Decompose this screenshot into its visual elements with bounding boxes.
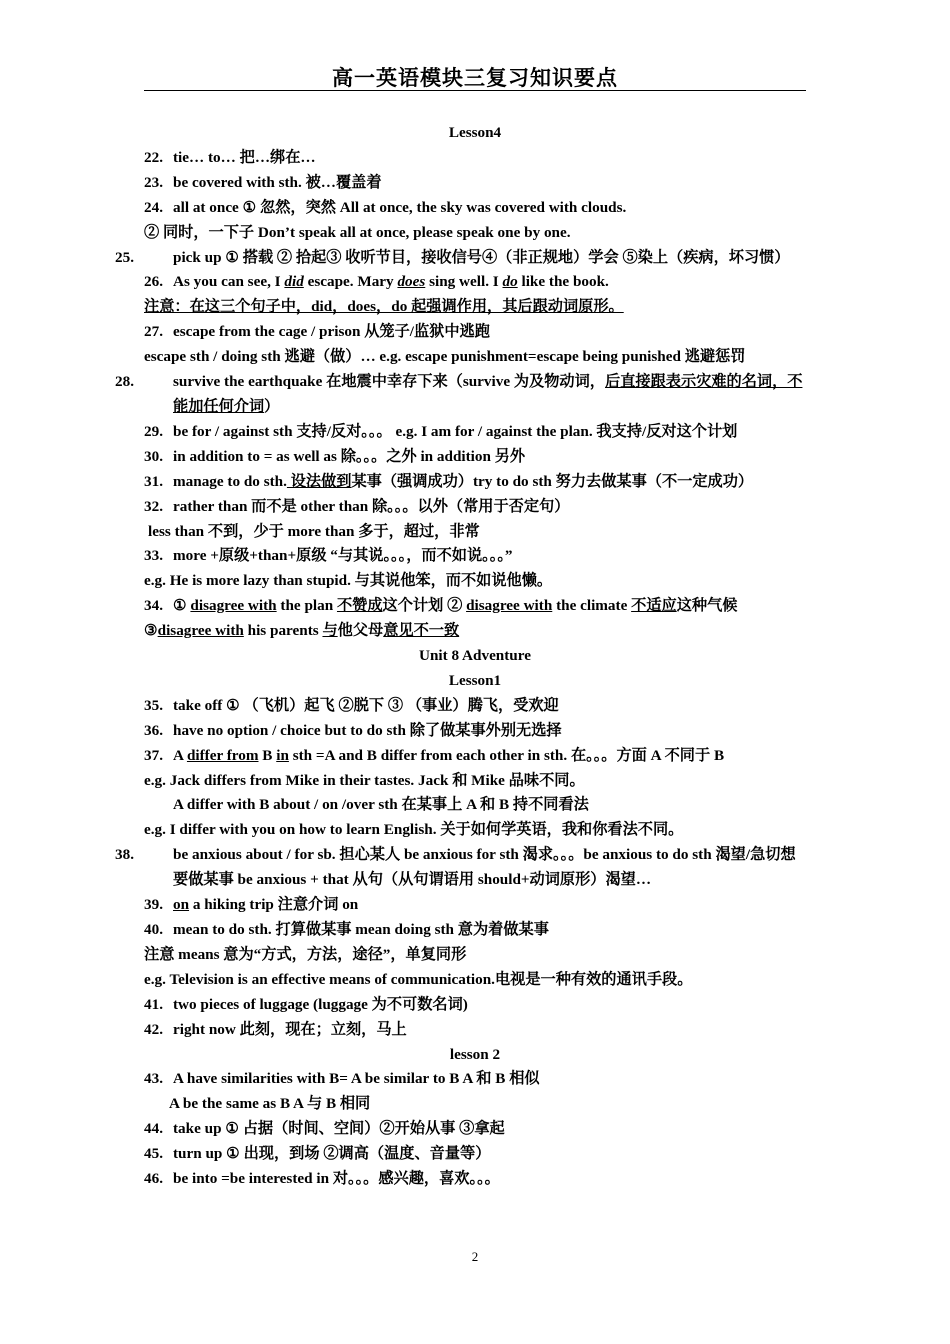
item-text: two pieces of luggage (luggage 为不可数名词) bbox=[173, 995, 468, 1013]
item-24 bbox=[144, 196, 806, 221]
underlined-text: in bbox=[276, 746, 289, 764]
item-text: mean to do sth. 打算做某事 mean doing sth 意为着做某事 bbox=[173, 921, 549, 938]
item-34 bbox=[144, 594, 806, 619]
item-text: ③ bbox=[144, 622, 158, 640]
item-number: 36. bbox=[144, 721, 163, 739]
underlined-text: 设法做到 bbox=[286, 472, 352, 490]
item-number: 35. bbox=[144, 696, 163, 714]
item-text: pick up ① 搭载 ② 拾起③ 收听节目，接收信号④（非正规地）学会 ⑤染上（疾病，坏习惯） bbox=[173, 248, 790, 266]
item-number: 31. bbox=[144, 472, 163, 490]
item-33 bbox=[144, 544, 806, 569]
item-number: 44. bbox=[144, 1120, 163, 1138]
item-text: B bbox=[258, 746, 277, 764]
item-22 bbox=[144, 146, 806, 171]
item-number: 22. bbox=[144, 148, 163, 166]
item-text: rather than 而不是 other than 除。。。以外（常用于否定句） bbox=[173, 497, 570, 515]
underlined-text: 与 bbox=[322, 622, 338, 640]
item-37-example-2: e.g. I differ with you on how to learn English. 关于如何学英语，我和你看法不同。 bbox=[144, 821, 684, 839]
item-36 bbox=[144, 719, 806, 744]
item-37-example: e.g. Jack differs from Mike in their tastes. Jack 和 Mike 品味不同。 bbox=[144, 771, 585, 789]
page-title: 高一英语模块三复习知识要点 bbox=[144, 60, 806, 91]
item-text: survive the earthquake 在地震中幸存下来（survive 为及物动词， bbox=[173, 373, 605, 391]
item-text: in addition to = as well as 除。。。之外 in addition 另外 bbox=[173, 447, 526, 465]
item-text: be for / against sth 支持/反对。。。 e.g. I am for / against the plan. 我支持/反对这个计划 bbox=[173, 422, 738, 440]
item-37 bbox=[144, 744, 806, 769]
item-23 bbox=[144, 171, 806, 196]
underlined-text: disagree with bbox=[190, 597, 277, 615]
unit-heading: Unit 8 Adventure bbox=[419, 647, 531, 665]
item-38 bbox=[115, 843, 806, 893]
item-number: 37. bbox=[144, 746, 163, 764]
item-45 bbox=[144, 1142, 806, 1167]
item-text: 这种气候 bbox=[676, 597, 738, 615]
item-number: 28. bbox=[115, 373, 134, 391]
item-text: the plan bbox=[276, 597, 337, 615]
item-number: 30. bbox=[144, 447, 163, 465]
item-text: 某事（强调成功）try to do sth 努力去做某事（不一定成功） bbox=[351, 472, 754, 490]
item-31 bbox=[144, 470, 806, 495]
item-29 bbox=[144, 420, 806, 445]
item-number: 42. bbox=[144, 1020, 163, 1038]
item-text: A have similarities with B= A be similar to B A 和 B 相似 bbox=[173, 1070, 540, 1088]
item-text: be into =be interested in 对。。。感兴趣，喜欢。。。 bbox=[173, 1170, 500, 1188]
item-24-cont: ② 同时，一下子 Don’t speak all at once, please speak one by one. bbox=[144, 223, 571, 241]
item-number: 38. bbox=[115, 846, 134, 864]
item-number: 23. bbox=[144, 173, 163, 191]
item-26-note bbox=[144, 295, 806, 320]
item-27 bbox=[144, 320, 806, 345]
underlined-text: differ from bbox=[186, 746, 259, 764]
item-text: A bbox=[173, 746, 187, 764]
item-number: 45. bbox=[144, 1145, 163, 1163]
item-text: a hiking trip 注意介词 on bbox=[189, 896, 359, 914]
item-text: sing well. I bbox=[425, 273, 503, 291]
underlined-text: disagree with bbox=[157, 622, 244, 640]
item-25 bbox=[115, 246, 806, 271]
item-text: tie… to… 把…绑在… bbox=[173, 148, 316, 166]
item-40 bbox=[144, 918, 806, 943]
underlined-text: 不赞成 bbox=[336, 597, 383, 615]
item-number: 25. bbox=[115, 248, 134, 266]
item-number: 46. bbox=[144, 1170, 163, 1188]
item-text: be anxious about / for sb. 担心某人 be anxious for sth 渴求。。。be anxious to do sth 渴望/急切想要做某事 be anxious + that 从句（从句谓语用 should+动词原形）渴望… bbox=[173, 846, 796, 889]
item-text: all at once ① 忽然，突然 All at once, the sky was covered with clouds. bbox=[173, 198, 627, 216]
item-32-cont: less than 不到，少于 more than 多于，超过，非常 bbox=[148, 522, 480, 540]
item-number: 39. bbox=[144, 896, 163, 914]
item-text: sth =A and B differ from each other in sth. 在。。。方面 A 不同于 B bbox=[288, 746, 725, 764]
page-number: 2 bbox=[471, 1249, 479, 1264]
item-35 bbox=[144, 694, 806, 719]
section-heading: Lesson1 bbox=[448, 671, 502, 689]
item-42 bbox=[144, 1018, 806, 1043]
item-number: 24. bbox=[144, 198, 163, 216]
underlined-text: on bbox=[173, 896, 190, 914]
item-43-cont: A be the same as B A 与 B 相同 bbox=[169, 1095, 371, 1113]
item-30 bbox=[144, 445, 806, 470]
item-text: right now 此刻，现在；立刻，马上 bbox=[173, 1020, 407, 1038]
section-heading: Lesson4 bbox=[448, 124, 502, 141]
item-34-cont bbox=[144, 619, 806, 644]
item-text: like the book. bbox=[517, 273, 609, 291]
item-text: 他父母 bbox=[337, 622, 384, 640]
item-43 bbox=[144, 1067, 806, 1092]
emphasis-word: did bbox=[284, 273, 304, 291]
item-number: 27. bbox=[144, 323, 163, 341]
item-text: escape. Mary bbox=[303, 273, 398, 291]
item-text: his parents bbox=[243, 622, 323, 640]
item-40-note: 注意 means 意为“方式，方法，途径”，单复同形 bbox=[144, 945, 467, 963]
note-text: 注意：在这三个句子中，did，does，do 起强调作用，其后跟动词原形。 bbox=[144, 298, 624, 316]
item-number: 33. bbox=[144, 547, 163, 565]
item-number: 34. bbox=[144, 597, 163, 615]
item-46 bbox=[144, 1167, 806, 1192]
item-39 bbox=[144, 893, 806, 918]
item-number: 26. bbox=[144, 273, 163, 291]
item-text: more +原级+than+原级 “与其说。。。，而不如说。。。” bbox=[173, 547, 513, 565]
item-text: manage to do sth. bbox=[173, 472, 287, 490]
section-heading: lesson 2 bbox=[449, 1045, 501, 1063]
item-32 bbox=[144, 495, 806, 520]
item-number: 29. bbox=[144, 422, 163, 440]
item-text: be covered with sth. 被…覆盖着 bbox=[173, 173, 382, 191]
underlined-text: disagree with bbox=[466, 597, 553, 615]
item-text: 这个计划 ② bbox=[382, 597, 467, 615]
item-41 bbox=[144, 993, 806, 1018]
item-text: ① bbox=[173, 597, 191, 615]
item-26 bbox=[144, 270, 806, 295]
emphasis-word: does bbox=[397, 273, 426, 291]
item-33-example: e.g. He is more lazy than stupid. 与其说他笨，而不如说他懒。 bbox=[144, 572, 553, 590]
item-text: escape from the cage / prison 从笼子/监狱中逃跑 bbox=[173, 323, 490, 341]
item-text: turn up ① 出现，到场 ②调高（温度、音量等） bbox=[173, 1145, 491, 1163]
item-44 bbox=[144, 1117, 806, 1142]
item-number: 41. bbox=[144, 995, 163, 1013]
item-number: 43. bbox=[144, 1070, 163, 1088]
item-28 bbox=[115, 370, 806, 420]
item-text: ） bbox=[264, 397, 280, 415]
document-page bbox=[115, 60, 806, 1192]
notes-content bbox=[115, 121, 806, 1192]
item-text: take up ① 占据（时间、空间）②开始从事 ③拿起 bbox=[173, 1120, 505, 1138]
emphasis-word: do bbox=[502, 273, 518, 291]
item-text: take off ① （飞机）起飞 ②脱下 ③ （事业）腾飞，受欢迎 bbox=[173, 696, 559, 714]
item-number: 32. bbox=[144, 497, 163, 515]
item-text: the climate bbox=[552, 597, 632, 615]
item-37-cont: A differ with B about / on /over sth 在某事上 A 和 B 持不同看法 bbox=[173, 796, 589, 814]
item-number: 40. bbox=[144, 921, 163, 938]
underlined-text: 不适应 bbox=[631, 597, 677, 615]
underlined-text: 意见不一致 bbox=[383, 622, 460, 640]
underlined-text: 后直接跟表示灾难的名词，不能加任何介词 bbox=[173, 373, 803, 415]
item-27-cont: escape sth / doing sth 逃避（做）… e.g. escape punishment=escape being punished 逃避惩罚 bbox=[144, 348, 746, 366]
item-text: have no option / choice but to do sth 除了做某事外别无选择 bbox=[173, 721, 562, 739]
item-text: As you can see, I bbox=[173, 273, 285, 291]
item-40-example: e.g. Television is an effective means of communication.电视是一种有效的通讯手段。 bbox=[144, 970, 693, 988]
